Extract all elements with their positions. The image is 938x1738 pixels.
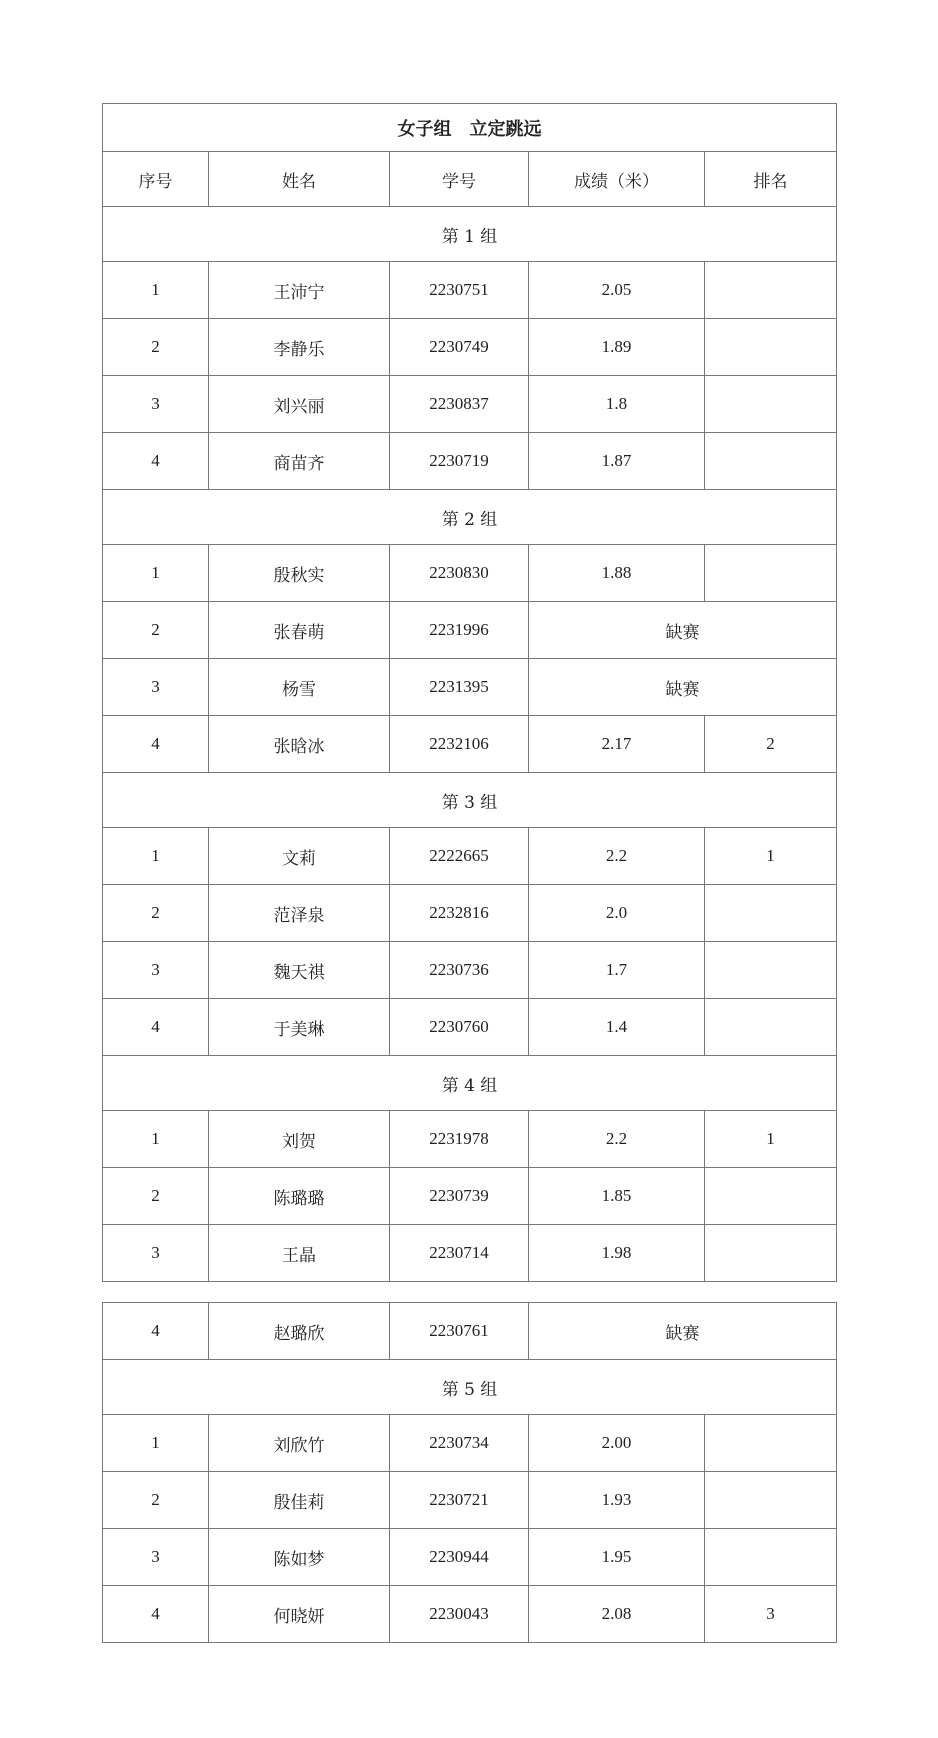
table-row xyxy=(103,1472,837,1529)
student-id-cell: 2230944 xyxy=(390,1529,529,1586)
seq-cell: 3 xyxy=(103,1225,209,1282)
seq-cell: 3 xyxy=(103,659,209,716)
seq-cell: 3 xyxy=(103,376,209,433)
student-id-cell: 2230739 xyxy=(390,1168,529,1225)
name-cell: 何晓妍 xyxy=(209,1586,390,1643)
score-cell: 2.2 xyxy=(529,828,705,885)
seq-cell: 3 xyxy=(103,1529,209,1586)
rank-cell xyxy=(705,885,837,942)
name-cell: 张春萌 xyxy=(209,602,390,659)
seq-cell: 4 xyxy=(103,1303,209,1360)
table-row xyxy=(103,376,837,433)
seq-cell: 1 xyxy=(103,1111,209,1168)
table-row xyxy=(103,262,837,319)
rank-cell xyxy=(705,1472,837,1529)
table-row xyxy=(103,433,837,490)
seq-cell: 2 xyxy=(103,885,209,942)
student-id-cell: 2230734 xyxy=(390,1415,529,1472)
score-cell: 1.4 xyxy=(529,999,705,1056)
rank-cell xyxy=(705,942,837,999)
student-id-cell: 2231395 xyxy=(390,659,529,716)
seq-cell: 2 xyxy=(103,1472,209,1529)
table-row xyxy=(103,1111,837,1168)
rank-cell: 1 xyxy=(705,828,837,885)
header-name: 姓名 xyxy=(209,152,390,207)
table-title-row xyxy=(103,104,837,152)
score-cell: 1.8 xyxy=(529,376,705,433)
group-header-row xyxy=(103,1056,837,1111)
table-row xyxy=(103,1225,837,1282)
table-row xyxy=(103,942,837,999)
rank-cell xyxy=(705,1168,837,1225)
rank-cell xyxy=(705,1415,837,1472)
student-id-cell: 2230837 xyxy=(390,376,529,433)
seq-cell: 1 xyxy=(103,262,209,319)
group-header-row xyxy=(103,207,837,262)
seq-cell: 1 xyxy=(103,828,209,885)
name-cell: 魏天祺 xyxy=(209,942,390,999)
rank-cell xyxy=(705,999,837,1056)
seq-cell: 1 xyxy=(103,1415,209,1472)
group-label: 第 4 组 xyxy=(103,1056,837,1111)
group-header-row xyxy=(103,1360,837,1415)
table-row xyxy=(103,545,837,602)
table-row xyxy=(103,602,837,659)
table-row xyxy=(103,885,837,942)
table-row xyxy=(103,1168,837,1225)
seq-cell: 4 xyxy=(103,999,209,1056)
score-cell: 1.89 xyxy=(529,319,705,376)
name-cell: 陈璐璐 xyxy=(209,1168,390,1225)
name-cell: 王沛宁 xyxy=(209,262,390,319)
seq-cell: 2 xyxy=(103,319,209,376)
table-row xyxy=(103,999,837,1056)
seq-cell: 4 xyxy=(103,716,209,773)
name-cell: 李静乐 xyxy=(209,319,390,376)
student-id-cell: 2230830 xyxy=(390,545,529,602)
header-rank: 排名 xyxy=(705,152,837,207)
score-cell: 2.08 xyxy=(529,1586,705,1643)
rank-cell xyxy=(705,262,837,319)
header-score: 成绩（米） xyxy=(529,152,705,207)
student-id-cell: 2231996 xyxy=(390,602,529,659)
rank-cell xyxy=(705,1529,837,1586)
student-id-cell: 2230719 xyxy=(390,433,529,490)
rank-cell: 2 xyxy=(705,716,837,773)
score-cell: 1.7 xyxy=(529,942,705,999)
score-cell: 1.87 xyxy=(529,433,705,490)
student-id-cell: 2232816 xyxy=(390,885,529,942)
name-cell: 范泽泉 xyxy=(209,885,390,942)
student-id-cell: 2230751 xyxy=(390,262,529,319)
group-label: 第 5 组 xyxy=(103,1360,837,1415)
table-row xyxy=(103,659,837,716)
score-cell: 1.88 xyxy=(529,545,705,602)
results-table-part-2 xyxy=(102,1302,837,1643)
group-label: 第 2 组 xyxy=(103,490,837,545)
header-row xyxy=(103,152,837,207)
table-row xyxy=(103,1586,837,1643)
score-cell: 2.17 xyxy=(529,716,705,773)
score-cell: 1.98 xyxy=(529,1225,705,1282)
absent-note-cell: 缺赛 xyxy=(529,602,837,659)
table-row xyxy=(103,716,837,773)
table-title: 女子组 立定跳远 xyxy=(103,104,837,152)
rank-cell xyxy=(705,433,837,490)
student-id-cell: 2230761 xyxy=(390,1303,529,1360)
name-cell: 王晶 xyxy=(209,1225,390,1282)
name-cell: 殷秋实 xyxy=(209,545,390,602)
student-id-cell: 2230760 xyxy=(390,999,529,1056)
seq-cell: 4 xyxy=(103,1586,209,1643)
table-row xyxy=(103,1529,837,1586)
rank-cell: 3 xyxy=(705,1586,837,1643)
results-table-part-1 xyxy=(102,103,837,1282)
student-id-cell: 2230043 xyxy=(390,1586,529,1643)
name-cell: 于美琳 xyxy=(209,999,390,1056)
seq-cell: 2 xyxy=(103,1168,209,1225)
score-cell: 1.85 xyxy=(529,1168,705,1225)
table-row xyxy=(103,828,837,885)
header-seq: 序号 xyxy=(103,152,209,207)
student-id-cell: 2230714 xyxy=(390,1225,529,1282)
score-cell: 1.95 xyxy=(529,1529,705,1586)
name-cell: 张晗冰 xyxy=(209,716,390,773)
score-cell: 2.0 xyxy=(529,885,705,942)
group-label: 第 1 组 xyxy=(103,207,837,262)
score-cell: 2.2 xyxy=(529,1111,705,1168)
name-cell: 刘兴丽 xyxy=(209,376,390,433)
rank-cell: 1 xyxy=(705,1111,837,1168)
header-id: 学号 xyxy=(390,152,529,207)
student-id-cell: 2222665 xyxy=(390,828,529,885)
name-cell: 刘贺 xyxy=(209,1111,390,1168)
student-id-cell: 2230736 xyxy=(390,942,529,999)
table-row xyxy=(103,1303,837,1360)
student-id-cell: 2230749 xyxy=(390,319,529,376)
score-cell: 2.05 xyxy=(529,262,705,319)
seq-cell: 1 xyxy=(103,545,209,602)
seq-cell: 2 xyxy=(103,602,209,659)
name-cell: 商苗齐 xyxy=(209,433,390,490)
rank-cell xyxy=(705,545,837,602)
name-cell: 杨雪 xyxy=(209,659,390,716)
student-id-cell: 2230721 xyxy=(390,1472,529,1529)
absent-note-cell: 缺赛 xyxy=(529,1303,837,1360)
absent-note-cell: 缺赛 xyxy=(529,659,837,716)
group-header-row xyxy=(103,773,837,828)
rank-cell xyxy=(705,376,837,433)
score-cell: 1.93 xyxy=(529,1472,705,1529)
group-header-row xyxy=(103,490,837,545)
rank-cell xyxy=(705,319,837,376)
name-cell: 殷佳莉 xyxy=(209,1472,390,1529)
rank-cell xyxy=(705,1225,837,1282)
score-cell: 2.00 xyxy=(529,1415,705,1472)
name-cell: 陈如梦 xyxy=(209,1529,390,1586)
student-id-cell: 2232106 xyxy=(390,716,529,773)
name-cell: 赵璐欣 xyxy=(209,1303,390,1360)
group-label: 第 3 组 xyxy=(103,773,837,828)
seq-cell: 4 xyxy=(103,433,209,490)
table-row xyxy=(103,1415,837,1472)
name-cell: 文莉 xyxy=(209,828,390,885)
table-row xyxy=(103,319,837,376)
seq-cell: 3 xyxy=(103,942,209,999)
name-cell: 刘欣竹 xyxy=(209,1415,390,1472)
student-id-cell: 2231978 xyxy=(390,1111,529,1168)
